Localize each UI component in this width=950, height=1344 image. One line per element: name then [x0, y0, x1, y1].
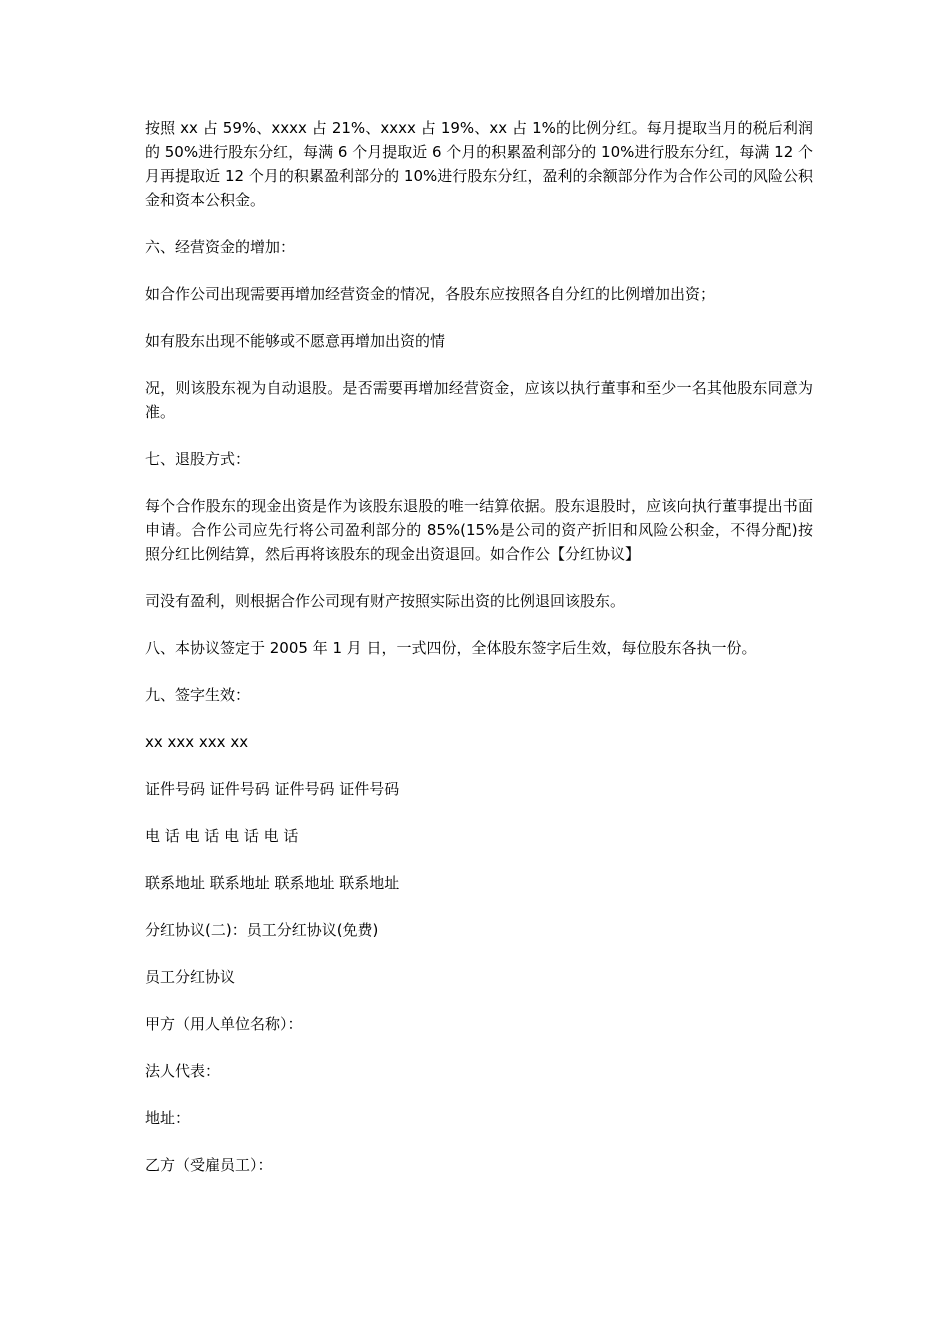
document-page: [145, 116, 813, 1200]
title-employee-agreement: 员工分红协议: [145, 968, 236, 986]
heading-capital-increase: 六、经营资金的增加：: [145, 238, 296, 256]
paragraph-withdraw-method: 每个合作股东的现金出资是作为该股东退股的唯一结算依据。股东退股时，应该向执行董事提出书面申请。合作公司应先行将公司盈利部分的 85%(15%是公司的资产折旧和风险公积金，不得分配)按照分红比例结算，然后再将该股东的现金出资退回。如合作公【分红协议】: [145, 497, 813, 563]
party-b: 乙方（受雇员工）：: [145, 1156, 273, 1174]
signature-phones: 电 话 电 话 电 话 电 话: [145, 827, 299, 845]
paragraph-unable-increase: 如有股东出现不能够或不愿意再增加出资的情: [145, 332, 446, 350]
legal-representative: 法人代表：: [145, 1062, 221, 1080]
paragraph-no-profit: 司没有盈利，则根据合作公司现有财产按照实际出资的比例退回该股东。: [145, 592, 626, 610]
paragraph-signing-date: 八、本协议签定于 2005 年 1 月 日，一式四份，全体股东签字后生效，每位股东各执一份。: [145, 639, 757, 657]
heading-employee-agreement: 分红协议(二)：员工分红协议(免费): [145, 921, 379, 939]
paragraph-capital-increase: 如合作公司出现需要再增加经营资金的情况，各股东应按照各自分红的比例增加出资；: [145, 285, 716, 303]
paragraph-profit-distribution: 按照 xx 占 59%、xxxx 占 21%、xxxx 占 19%、xx 占 1%的比例分红。每月提取当月的税后利润的 50%进行股东分红，每满 6 个月提取近 6 个月的积累盈利部分的 10%进行股东分红，每满 12 个月再提取近 12 个月的积累盈利部分的 10%进行股东分红，盈利的余额部分作为合作公司的风险公积金和资本公积金。: [145, 119, 814, 209]
signature-addresses: 联系地址 联系地址 联系地址 联系地址: [145, 874, 400, 892]
party-a: 甲方（用人单位名称）：: [145, 1015, 303, 1033]
signature-id-numbers: 证件号码 证件号码 证件号码 证件号码: [145, 780, 400, 798]
signature-names: xx xxx xxx xx: [145, 733, 249, 751]
heading-withdraw-method: 七、退股方式：: [145, 450, 251, 468]
address: 地址：: [145, 1109, 191, 1127]
heading-signature: 九、签字生效：: [145, 686, 251, 704]
paragraph-auto-withdraw: 况，则该股东视为自动退股。是否需要再增加经营资金，应该以执行董事和至少一名其他股东同意为准。: [145, 379, 813, 421]
